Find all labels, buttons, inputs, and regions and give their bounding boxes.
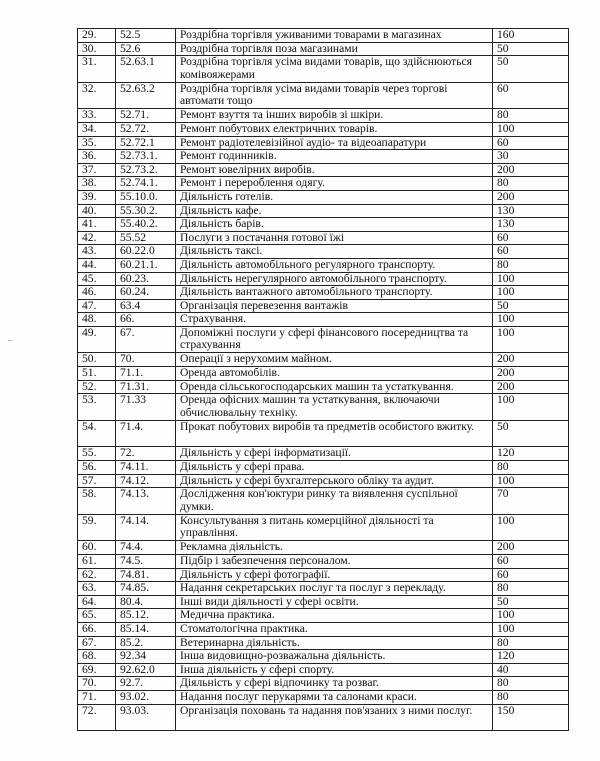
rate-value-cell: 80 bbox=[493, 461, 569, 475]
row-number-cell: 46. bbox=[78, 286, 116, 300]
activity-code-cell: 60.23. bbox=[116, 272, 176, 286]
rate-value-cell: 80 bbox=[493, 258, 569, 272]
activity-name-cell: Діяльність готелів. bbox=[176, 190, 493, 204]
rate-value-cell: 100 bbox=[493, 622, 569, 636]
activity-code-cell: 74.4. bbox=[116, 541, 176, 555]
table-row bbox=[78, 122, 569, 136]
row-number-cell: 32. bbox=[78, 82, 116, 109]
activity-code-cell: 74.81. bbox=[116, 568, 176, 582]
table-row bbox=[78, 42, 569, 56]
table-row bbox=[78, 420, 569, 447]
activity-name-cell: Діяльність у сфері відпочинку та розваг. bbox=[176, 677, 493, 691]
row-number-cell: 54. bbox=[78, 420, 116, 447]
rate-value-cell: 100 bbox=[493, 272, 569, 286]
row-number-cell: 51. bbox=[78, 367, 116, 381]
table-row bbox=[78, 555, 569, 569]
table-row bbox=[78, 56, 569, 83]
row-number-cell: 45. bbox=[78, 272, 116, 286]
row-number-cell: 31. bbox=[78, 56, 116, 83]
activity-code-cell: 52.72.1 bbox=[116, 136, 176, 150]
activity-name-cell: Ветеринарна діяльність. bbox=[176, 636, 493, 650]
activity-code-cell: 52.5 bbox=[116, 29, 176, 43]
activity-code-cell: 52.63.1 bbox=[116, 56, 176, 83]
rate-value-cell: 150 bbox=[493, 704, 569, 731]
table-row bbox=[78, 136, 569, 150]
table-row bbox=[78, 541, 569, 555]
table-row bbox=[78, 514, 569, 541]
table-row bbox=[78, 353, 569, 367]
activity-code-cell: 74.5. bbox=[116, 555, 176, 569]
activity-code-cell: 92.62.0 bbox=[116, 663, 176, 677]
activity-table bbox=[77, 28, 569, 731]
activity-code-cell: 52.6 bbox=[116, 42, 176, 56]
rate-value-cell: 200 bbox=[493, 353, 569, 367]
rate-value-cell: 60 bbox=[493, 245, 569, 259]
rate-value-cell: 100 bbox=[493, 122, 569, 136]
activity-name-cell: Прокат побутових виробів та предметів особистого вжитку. bbox=[176, 420, 493, 447]
activity-code-cell: 55.52 bbox=[116, 231, 176, 245]
rate-value-cell: 100 bbox=[493, 474, 569, 488]
row-number-cell: 41. bbox=[78, 218, 116, 232]
activity-name-cell: Діяльність вантажного автомобільного транспорту. bbox=[176, 286, 493, 300]
rate-value-cell: 60 bbox=[493, 568, 569, 582]
row-number-cell: 36. bbox=[78, 150, 116, 164]
activity-name-cell: Роздрібна торгівля усіма видами товарів, що здійснюються комівояжерами bbox=[176, 56, 493, 83]
row-number-cell: 72. bbox=[78, 704, 116, 731]
activity-name-cell: Діяльність у сфері права. bbox=[176, 461, 493, 475]
rate-value-cell: 60 bbox=[493, 82, 569, 109]
row-number-cell: 33. bbox=[78, 109, 116, 123]
activity-name-cell: Послуги з постачання готової їжі bbox=[176, 231, 493, 245]
table-row bbox=[78, 461, 569, 475]
row-number-cell: 62. bbox=[78, 568, 116, 582]
activity-code-cell: 71.4. bbox=[116, 420, 176, 447]
row-number-cell: 52. bbox=[78, 380, 116, 394]
rate-value-cell: 60 bbox=[493, 555, 569, 569]
activity-name-cell: Підбір і забезпечення персоналом. bbox=[176, 555, 493, 569]
row-number-cell: 60. bbox=[78, 541, 116, 555]
activity-code-cell: 55.40.2. bbox=[116, 218, 176, 232]
activity-code-cell: 93.02. bbox=[116, 690, 176, 704]
row-number-cell: 37. bbox=[78, 163, 116, 177]
activity-name-cell: Ремонт побутових електричних товарів. bbox=[176, 122, 493, 136]
activity-code-cell: 92.7. bbox=[116, 677, 176, 691]
table-row bbox=[78, 650, 569, 664]
activity-code-cell: 52.63.2 bbox=[116, 82, 176, 109]
table-row bbox=[78, 622, 569, 636]
activity-name-cell: Роздрібна торгівля усіма видами товарів через торгові автомати тощо bbox=[176, 82, 493, 109]
table-row bbox=[78, 582, 569, 596]
table-row bbox=[78, 367, 569, 381]
activity-name-cell: Діяльність у сфері бухгалтерського обліку та аудит. bbox=[176, 474, 493, 488]
row-number-cell: 66. bbox=[78, 622, 116, 636]
table-row bbox=[78, 258, 569, 272]
activity-code-cell: 55.10.0. bbox=[116, 190, 176, 204]
rate-value-cell: 130 bbox=[493, 204, 569, 218]
activity-code-cell: 74.85. bbox=[116, 582, 176, 596]
row-number-cell: 44. bbox=[78, 258, 116, 272]
row-number-cell: 63. bbox=[78, 582, 116, 596]
table-row bbox=[78, 231, 569, 245]
rate-value-cell: 70 bbox=[493, 488, 569, 515]
activity-code-cell: 85.12. bbox=[116, 609, 176, 623]
activity-name-cell: Ремонт радіотелевізійної аудіо- та відеоапаратури bbox=[176, 136, 493, 150]
activity-name-cell: Діяльність барів. bbox=[176, 218, 493, 232]
row-number-cell: 49. bbox=[78, 326, 116, 353]
row-number-cell: 40. bbox=[78, 204, 116, 218]
row-number-cell: 59. bbox=[78, 514, 116, 541]
table-row bbox=[78, 474, 569, 488]
row-number-cell: 53. bbox=[78, 394, 116, 421]
table-row bbox=[78, 447, 569, 461]
activity-name-cell: Допоміжні послуги у сфері фінансового посередництва та страхування bbox=[176, 326, 493, 353]
activity-code-cell: 85.14. bbox=[116, 622, 176, 636]
row-number-cell: 68. bbox=[78, 650, 116, 664]
activity-name-cell: Ремонт годинників. bbox=[176, 150, 493, 164]
activity-code-cell: 52.74.1. bbox=[116, 177, 176, 191]
activity-code-cell: 74.12. bbox=[116, 474, 176, 488]
activity-name-cell: Дослідження кон'юктури ринку та виявлення суспільної думки. bbox=[176, 488, 493, 515]
rate-value-cell: 200 bbox=[493, 541, 569, 555]
rate-value-cell: 100 bbox=[493, 326, 569, 353]
activity-name-cell: Діяльність автомобільного регулярного транспорту. bbox=[176, 258, 493, 272]
table-row bbox=[78, 380, 569, 394]
activity-name-cell: Страхування. bbox=[176, 313, 493, 327]
table-row bbox=[78, 690, 569, 704]
row-number-cell: 47. bbox=[78, 299, 116, 313]
row-number-cell: 38. bbox=[78, 177, 116, 191]
activity-name-cell: Організація поховань та надання пов'язаних з ними послуг. bbox=[176, 704, 493, 731]
rate-value-cell: 30 bbox=[493, 150, 569, 164]
table-row bbox=[78, 636, 569, 650]
activity-code-cell: 74.13. bbox=[116, 488, 176, 515]
table-row bbox=[78, 663, 569, 677]
table-row bbox=[78, 218, 569, 232]
table-row bbox=[78, 29, 569, 43]
table-row bbox=[78, 299, 569, 313]
activity-code-cell: 52.73.2. bbox=[116, 163, 176, 177]
rate-value-cell: 200 bbox=[493, 190, 569, 204]
table-row bbox=[78, 109, 569, 123]
activity-name-cell: Діяльність кафе. bbox=[176, 204, 493, 218]
rate-value-cell: 80 bbox=[493, 177, 569, 191]
activity-name-cell: Медична практика. bbox=[176, 609, 493, 623]
activity-code-cell: 74.11. bbox=[116, 461, 176, 475]
rate-value-cell: 80 bbox=[493, 636, 569, 650]
activity-name-cell: Ремонт і перероблення одягу. bbox=[176, 177, 493, 191]
row-number-cell: 42. bbox=[78, 231, 116, 245]
rate-value-cell: 60 bbox=[493, 136, 569, 150]
activity-code-cell: 60.21.1. bbox=[116, 258, 176, 272]
rate-value-cell: 100 bbox=[493, 609, 569, 623]
row-number-cell: 57. bbox=[78, 474, 116, 488]
table-row bbox=[78, 163, 569, 177]
activity-table-body bbox=[78, 29, 569, 731]
activity-name-cell: Інша діяльність у сфері спорту. bbox=[176, 663, 493, 677]
row-number-cell: 64. bbox=[78, 595, 116, 609]
table-row bbox=[78, 677, 569, 691]
activity-name-cell: Роздрібна торгівля поза магазинами bbox=[176, 42, 493, 56]
rate-value-cell: 50 bbox=[493, 299, 569, 313]
rate-value-cell: 100 bbox=[493, 313, 569, 327]
activity-name-cell: Операції з нерухомим майном. bbox=[176, 353, 493, 367]
activity-name-cell: Діяльність у сфері фотографії. bbox=[176, 568, 493, 582]
activity-code-cell: 71.33 bbox=[116, 394, 176, 421]
table-row bbox=[78, 204, 569, 218]
row-number-cell: 67. bbox=[78, 636, 116, 650]
row-number-cell: 69. bbox=[78, 663, 116, 677]
activity-code-cell: 52.72. bbox=[116, 122, 176, 136]
row-number-cell: 71. bbox=[78, 690, 116, 704]
activity-name-cell: Діяльність нерегулярного автомобільного транспорту. bbox=[176, 272, 493, 286]
rate-value-cell: 50 bbox=[493, 42, 569, 56]
rate-value-cell: 80 bbox=[493, 582, 569, 596]
row-number-cell: 34. bbox=[78, 122, 116, 136]
activity-name-cell: Організація перевезення вантажів bbox=[176, 299, 493, 313]
table-row bbox=[78, 177, 569, 191]
rate-value-cell: 160 bbox=[493, 29, 569, 43]
table-row bbox=[78, 488, 569, 515]
rate-value-cell: 50 bbox=[493, 595, 569, 609]
table-row bbox=[78, 609, 569, 623]
row-number-cell: 30. bbox=[78, 42, 116, 56]
activity-code-cell: 55.30.2. bbox=[116, 204, 176, 218]
table-row bbox=[78, 595, 569, 609]
rate-value-cell: 130 bbox=[493, 218, 569, 232]
activity-code-cell: 60.24. bbox=[116, 286, 176, 300]
activity-name-cell: Консультування з питань комерційної діяльності та управління. bbox=[176, 514, 493, 541]
row-number-cell: 58. bbox=[78, 488, 116, 515]
activity-name-cell: Діяльність таксі. bbox=[176, 245, 493, 259]
activity-code-cell: 63.4 bbox=[116, 299, 176, 313]
rate-value-cell: 100 bbox=[493, 394, 569, 421]
row-number-cell: 39. bbox=[78, 190, 116, 204]
row-number-cell: 29. bbox=[78, 29, 116, 43]
rate-value-cell: 60 bbox=[493, 231, 569, 245]
activity-code-cell: 71.31. bbox=[116, 380, 176, 394]
activity-code-cell: 85.2. bbox=[116, 636, 176, 650]
table-row bbox=[78, 272, 569, 286]
rate-value-cell: 80 bbox=[493, 109, 569, 123]
activity-name-cell: Стоматологічна практика. bbox=[176, 622, 493, 636]
table-row bbox=[78, 568, 569, 582]
rate-value-cell: 80 bbox=[493, 690, 569, 704]
activity-code-cell: 72. bbox=[116, 447, 176, 461]
activity-name-cell: Оренда сільськогосподарських машин та устаткування. bbox=[176, 380, 493, 394]
scan-margin-mark bbox=[8, 340, 12, 341]
activity-code-cell: 71.1. bbox=[116, 367, 176, 381]
activity-code-cell: 92.34 bbox=[116, 650, 176, 664]
table-row bbox=[78, 150, 569, 164]
rate-value-cell: 200 bbox=[493, 380, 569, 394]
table-row bbox=[78, 286, 569, 300]
table-row bbox=[78, 313, 569, 327]
activity-code-cell: 80.4. bbox=[116, 595, 176, 609]
table-row bbox=[78, 326, 569, 353]
table-row bbox=[78, 190, 569, 204]
table-row bbox=[78, 394, 569, 421]
activity-code-cell: 93.03. bbox=[116, 704, 176, 731]
activity-name-cell: Надання послуг перукарями та салонами краси. bbox=[176, 690, 493, 704]
rate-value-cell: 50 bbox=[493, 56, 569, 83]
row-number-cell: 56. bbox=[78, 461, 116, 475]
rate-value-cell: 200 bbox=[493, 163, 569, 177]
row-number-cell: 55. bbox=[78, 447, 116, 461]
row-number-cell: 61. bbox=[78, 555, 116, 569]
row-number-cell: 50. bbox=[78, 353, 116, 367]
activity-code-cell: 66. bbox=[116, 313, 176, 327]
activity-name-cell: Інша видовищно-розважальна діяльність. bbox=[176, 650, 493, 664]
activity-code-cell: 52.73.1. bbox=[116, 150, 176, 164]
rate-value-cell: 120 bbox=[493, 447, 569, 461]
table-row bbox=[78, 82, 569, 109]
row-number-cell: 65. bbox=[78, 609, 116, 623]
rate-value-cell: 200 bbox=[493, 367, 569, 381]
table-row bbox=[78, 245, 569, 259]
activity-name-cell: Надання секретарських послуг та послуг з перекладу. bbox=[176, 582, 493, 596]
row-number-cell: 48. bbox=[78, 313, 116, 327]
rate-value-cell: 50 bbox=[493, 420, 569, 447]
activity-code-cell: 74.14. bbox=[116, 514, 176, 541]
activity-name-cell: Ремонт ювелірних виробів. bbox=[176, 163, 493, 177]
rate-value-cell: 100 bbox=[493, 286, 569, 300]
activity-name-cell: Рекламна діяльність. bbox=[176, 541, 493, 555]
row-number-cell: 43. bbox=[78, 245, 116, 259]
activity-code-cell: 70. bbox=[116, 353, 176, 367]
activity-code-cell: 67. bbox=[116, 326, 176, 353]
rate-value-cell: 80 bbox=[493, 677, 569, 691]
activity-code-cell: 60.22.0 bbox=[116, 245, 176, 259]
activity-name-cell: Оренда офісних машин та устаткування, включаючи обчислювальну техніку. bbox=[176, 394, 493, 421]
activity-name-cell: Інші види діяльності у сфері освіти. bbox=[176, 595, 493, 609]
row-number-cell: 70. bbox=[78, 677, 116, 691]
activity-name-cell: Оренда автомобілів. bbox=[176, 367, 493, 381]
table-row bbox=[78, 704, 569, 731]
activity-name-cell: Ремонт взуття та інших виробів зі шкіри. bbox=[176, 109, 493, 123]
row-number-cell: 35. bbox=[78, 136, 116, 150]
rate-value-cell: 40 bbox=[493, 663, 569, 677]
activity-name-cell: Діяльність у сфері інформатизації. bbox=[176, 447, 493, 461]
rate-value-cell: 100 bbox=[493, 514, 569, 541]
activity-name-cell: Роздрібна торгівля уживаними товарами в магазинах bbox=[176, 29, 493, 43]
activity-code-cell: 52.71. bbox=[116, 109, 176, 123]
rate-value-cell: 120 bbox=[493, 650, 569, 664]
